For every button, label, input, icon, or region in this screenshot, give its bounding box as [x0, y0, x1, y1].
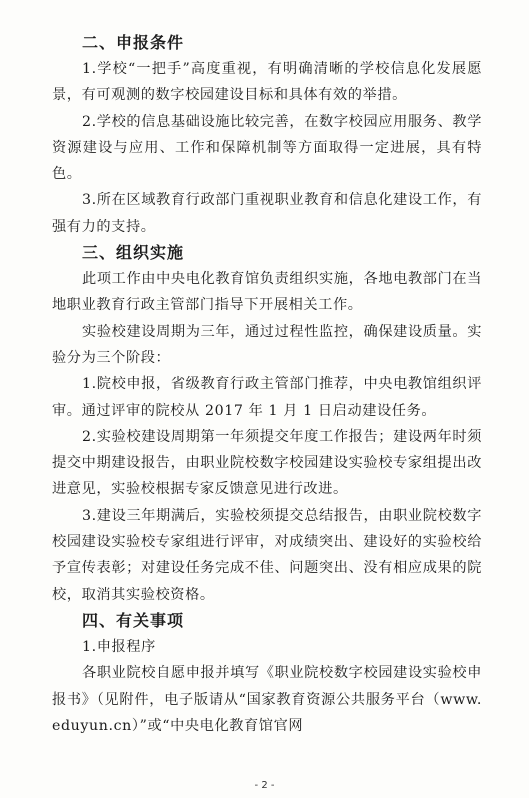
- stage-item-2: 2.实验校建设周期第一年须提交年度工作报告；建设两年时须提交中期建设报告，由职业院校数字校园建设实验校专家组提出改进意见，实验校根据专家反馈意见进行改进。: [52, 428, 482, 498]
- stage-item-1: 1.院校申报，省级教育行政主管部门推荐，中央电教馆组织评审。通过评审的院校从 2017 年 1 月 1 日启动建设任务。: [52, 376, 482, 419]
- condition-item-3: 3.所在区域教育行政部门重视职业教育和信息化建设工作，有强有力的支持。: [52, 192, 482, 235]
- organization-paragraph-1: 此项工作由中央电化教育馆负责组织实施，各地电教部门在当地职业教育行政主管部门指导下开展相关工作。: [52, 271, 482, 314]
- condition-item-1: 1.学校“一把手”高度重视，有明确清晰的学校信息化发展愿景，有可观测的数字校园建设目标和具体有效的举措。: [52, 61, 482, 104]
- condition-item-2: 2.学校的信息基础设施比较完善，在数字校园应用服务、教学资源建设与应用、工作和保障机制等方面取得一定进展，具有特色。: [52, 113, 482, 183]
- stage-item-3: 3.建设三年期满后，实验校须提交总结报告，由职业院校数字校园建设实验校专家组进行评审，对成绩突出、建设好的实验校给予宣传表彰；对建设任务完成不佳、问题突出、没有相应成果的院校，取消其实验校资格。: [52, 507, 482, 603]
- section-heading-related-matters: 四、有关事项: [82, 610, 185, 630]
- page-number: - 2 -: [254, 780, 275, 791]
- document-body: [52, 30, 482, 739]
- section-heading-application-conditions: 二、申报条件: [82, 33, 185, 52]
- subheading-application-procedure: 1.申报程序: [82, 638, 156, 655]
- procedure-paragraph: 各职业院校自愿申报并填写《职业院校数字校园建设实验校申报书》（见附件，电子版请从“国家教育资源公共服务平台（www.eduyun.cn）”或“中央电化教育馆官网: [52, 665, 482, 734]
- section-heading-organization: 三、组织实施: [82, 243, 185, 263]
- organization-paragraph-2: 实验校建设周期为三年，通过过程性监控，确保建设质量。实验分为三个阶段：: [52, 323, 482, 366]
